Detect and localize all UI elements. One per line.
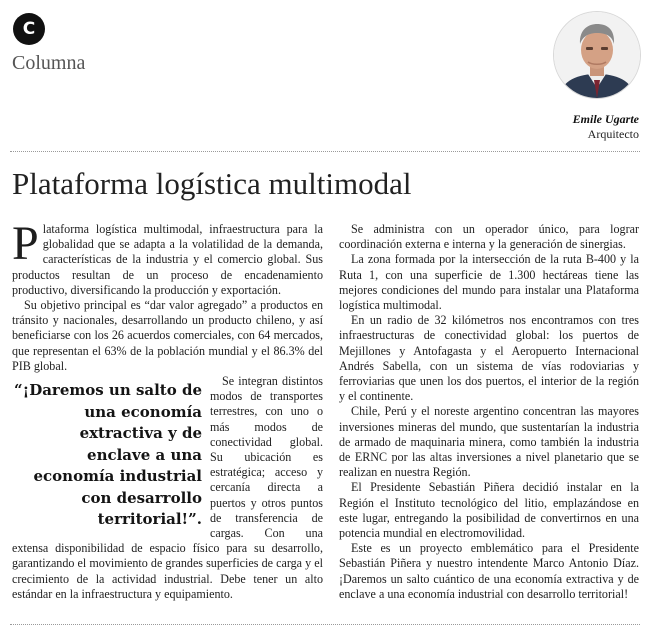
- author-portrait-image: [554, 12, 640, 98]
- bottom-divider: [10, 624, 640, 625]
- author-name: Emile Ugarte: [572, 112, 639, 126]
- drop-cap: P: [12, 217, 39, 270]
- author-role: Arquitecto: [587, 127, 639, 141]
- article-paragraph: Se integran distintos modos de transportes terrestres, con uno o más modos de conectividad global. Su ubicación es estratégica; acceso y cercanía directa a puertos y otros puntos de transferencia de cargas. Con una extensa disponibilidad de espacio físico para su desarrollo, garantizando el movimiento de grandes superficies de carga y el crecimiento de la actividad industrial. Debe tener un alto estándar en la infraestructura y equipamiento.: [12, 374, 323, 601]
- headline: Plataforma logística multimodal: [12, 166, 412, 201]
- article-paragraph: El Presidente Sebastián Piñera decidió instalar en la Región el Instituto tecnológico del litio, emplazándose en este lugar, entregando la posibilidad de convertirnos en una potencia mundial en electromovilidad.: [339, 480, 639, 541]
- article-paragraph: En un radio de 32 kilómetros nos encontramos con tres infraestructuras de conectividad global: los puertos de Mejillones y Antofagasta y el Aeropuerto Internacional Andrés Sabella, con un sistema de vías rodoviarias y ferroviarias que unen los dos puertos, el interior de la región y el continente.: [339, 313, 639, 404]
- section-badge: C: [13, 13, 45, 45]
- paragraph-text: lataforma logística multimodal, infraestructura para la globalidad que se adapta a la volatilidad de la demanda, características de la industria y el comercio global. Sus productos resultan de un proceso de encadenamiento productivo, diversificando la producción y exportación.: [12, 222, 323, 297]
- article-column-left: [12, 217, 323, 602]
- article-paragraph: Su objetivo principal es “dar valor agregado” a productos en tránsito y nacionales, desarrollando un producto chileno, y así beneficiarse con los 26 acuerdos comerciales, con 64 mercados, que representan el 63% de la población mundial y el 86.3% del PIB global.: [12, 298, 323, 373]
- article-paragraph: [12, 217, 323, 298]
- article-paragraph: Se administra con un operador único, para lograr coordinación externa e interna y la generación de sinergias.: [339, 222, 639, 252]
- article-paragraph: Este es un proyecto emblemático para el Presidente Sebastián Piñera y nuestro intendente Marco Antonio Díaz. ¡Daremos un salto cuántico de una economía extractiva y de enclave a una economía industrial con desarrollo territorial!: [339, 541, 639, 601]
- article-paragraph: La zona formada por la intersección de la ruta B-400 y la Ruta 1, con una superficie de 1.300 hectáreas tiene las mejores condiciones del mundo para instalar una Plataforma logística multimodal.: [339, 252, 639, 313]
- article-paragraph: Chile, Perú y el noreste argentino concentran las mayores inversiones mineras del mundo, que sustentarían la industria de armado de maquinaria minera, como también la industria de ERNC por las altas inversiones a nivel planetario que se realizan en nuestra Región.: [339, 404, 639, 480]
- top-divider: [10, 151, 640, 152]
- article-column-right: [339, 222, 639, 602]
- section-label: Columna: [12, 52, 86, 74]
- pull-quote: “¡Daremos un salto de una economía extractiva y de enclave a una economía industrial con desarrollo territorial!”.: [13, 381, 202, 529]
- author-photo: [554, 12, 640, 98]
